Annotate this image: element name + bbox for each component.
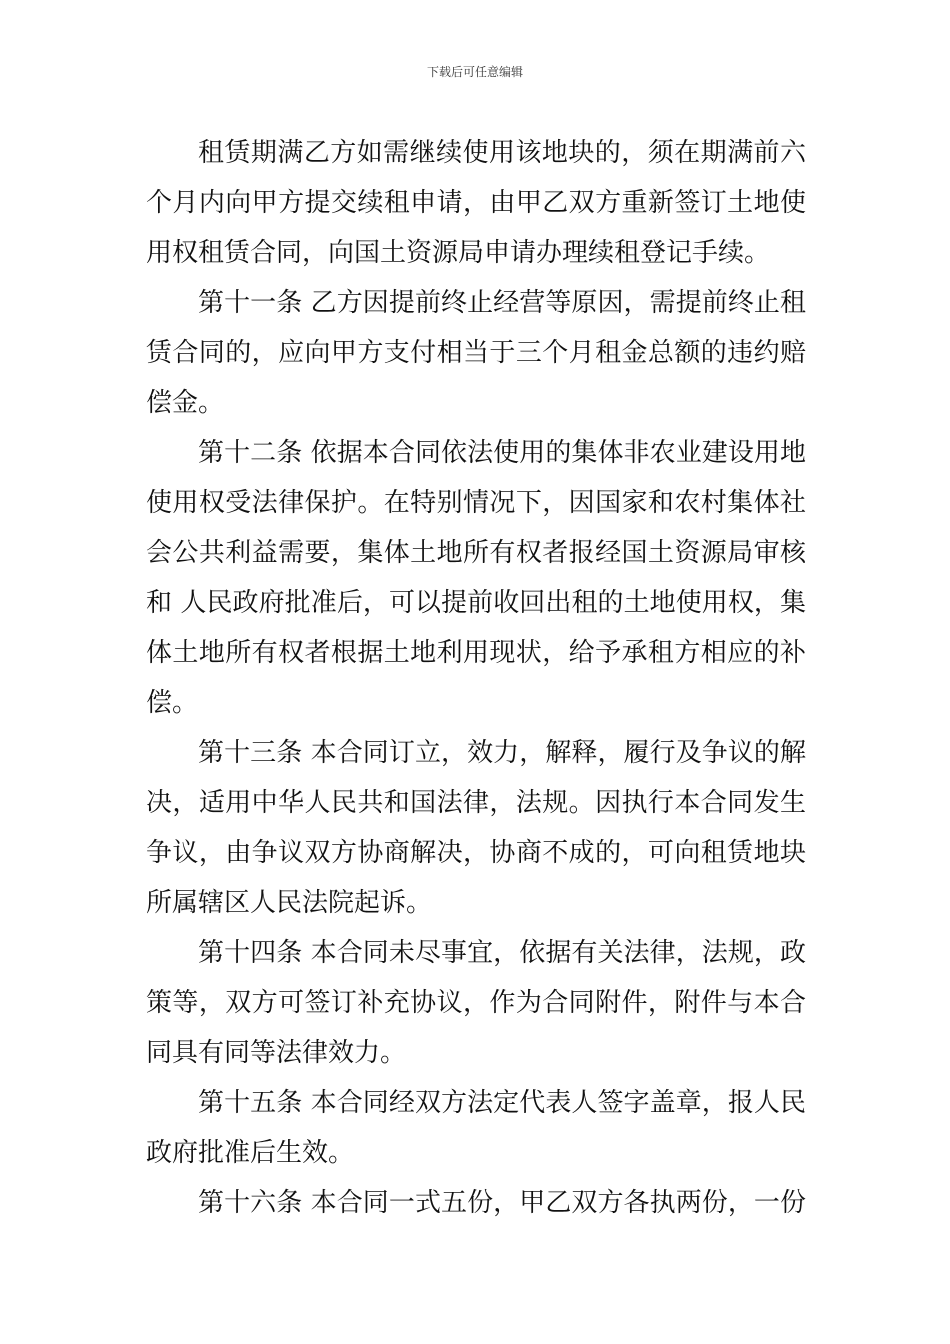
text-line: 决，适用中华人民共和国法律，法规。因执行本合同发生: [146, 788, 806, 818]
document-body: [146, 128, 806, 1228]
page-header: 下载后可任意编辑: [426, 65, 523, 79]
text-line: 租赁期满乙方如需继续使用该地块的，须在期满前六: [198, 138, 806, 168]
text-line: 第十一条 乙方因提前终止经营等原因，需提前终止租: [198, 288, 806, 318]
text-line: 第十六条 本合同一式五份，甲乙双方各执两份，一份: [198, 1188, 806, 1218]
text-line: 体土地所有权者根据土地利用现状，给予承租方相应的补: [146, 638, 806, 668]
text-line: 第十三条 本合同订立，效力，解释，履行及争议的解: [198, 738, 806, 768]
text-line: 偿。: [146, 688, 199, 718]
text-line: 偿金。: [146, 388, 225, 418]
text-line: 政府批准后生效。: [146, 1138, 355, 1168]
text-line: 使用权受法律保护。在特别情况下，因国家和农村集体社: [146, 488, 806, 518]
text-line: 赁合同的，应向甲方支付相当于三个月租金总额的违约赔: [146, 338, 806, 368]
text-line: 用权租赁合同，向国土资源局申请办理续租登记手续。: [146, 238, 771, 268]
text-line: 会公共利益需要，集体土地所有权者报经国土资源局审核: [146, 538, 806, 568]
text-line: 策等，双方可签订补充协议，作为合同附件，附件与本合: [146, 988, 806, 1018]
text-line: 同具有同等法律效力。: [146, 1038, 407, 1068]
text-line: 第十四条 本合同未尽事宜，依据有关法律，法规，政: [198, 938, 806, 968]
text-line: 个月内向甲方提交续租申请，由甲乙双方重新签订土地使: [146, 188, 806, 218]
text-line: 第十五条 本合同经双方法定代表人签字盖章，报人民: [198, 1088, 806, 1118]
text-line: 所属辖区人民法院起诉。: [146, 888, 433, 918]
text-line: 争议，由争议双方协商解决，协商不成的，可向租赁地块: [146, 838, 806, 868]
text-line: 和 人民政府批准后，可以提前收回出租的土地使用权，集: [146, 588, 806, 618]
text-line: 第十二条 依据本合同依法使用的集体非农业建设用地: [198, 438, 806, 468]
